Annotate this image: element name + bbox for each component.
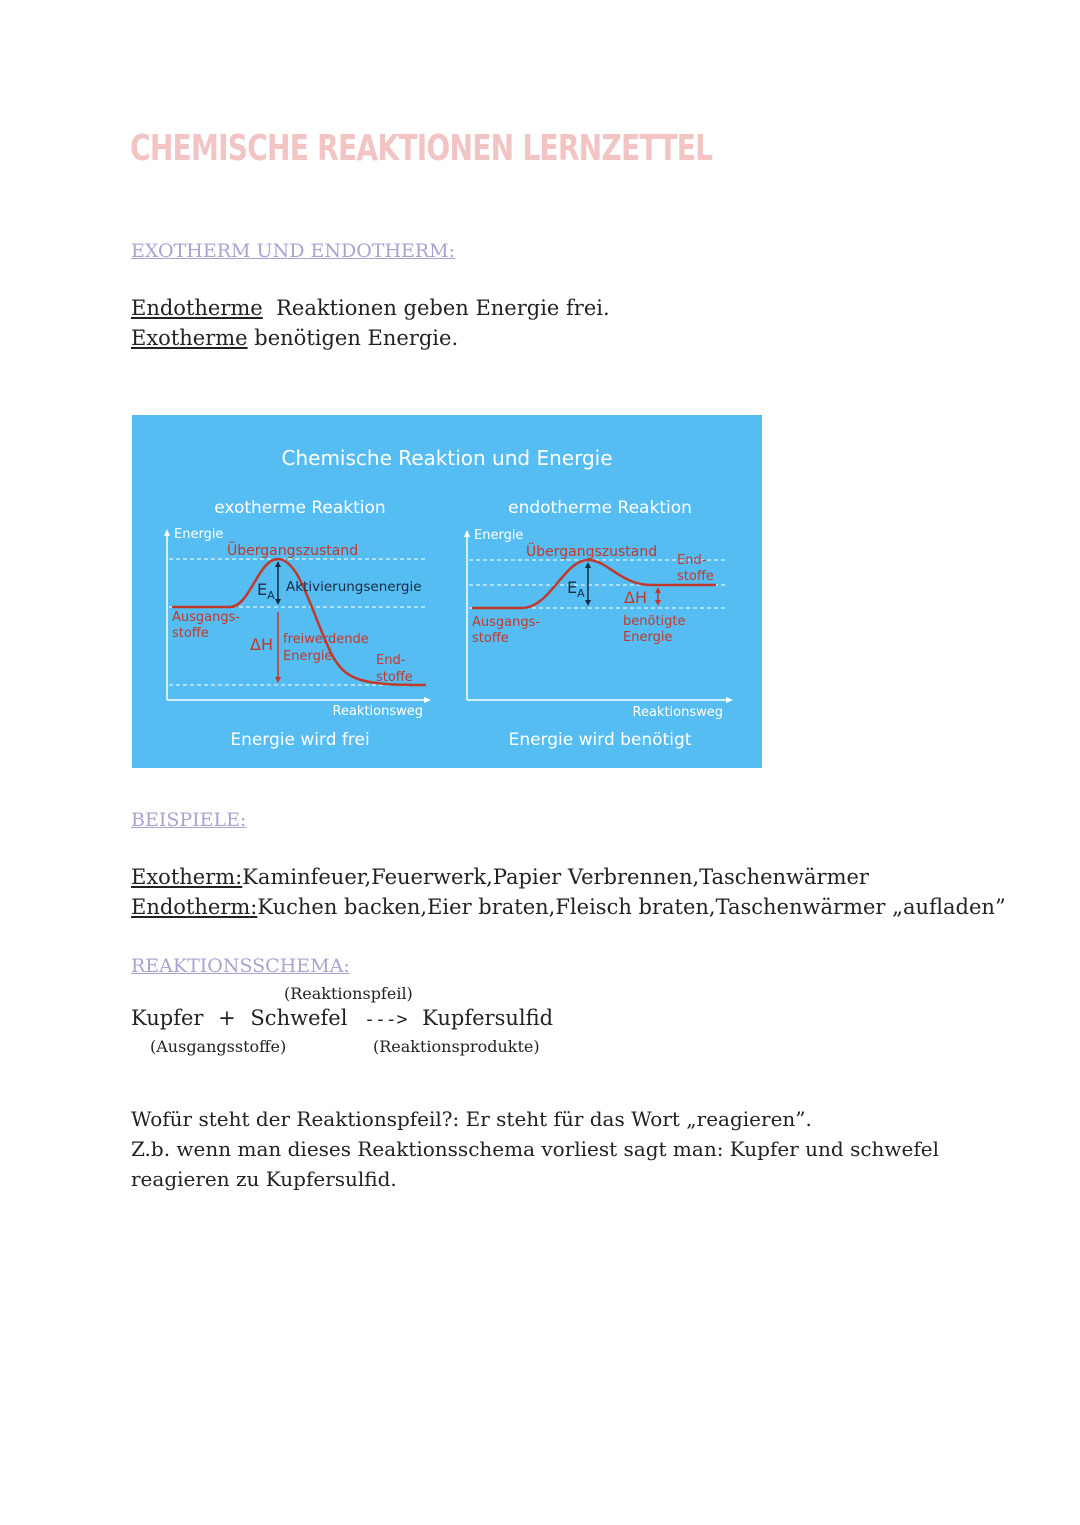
definition-text-1: Reaktionen geben Energie frei.	[276, 296, 610, 320]
exo-heading: exotherme Reaktion	[214, 498, 386, 518]
endo-x-axis-label: Reaktionsweg	[632, 705, 723, 720]
exo-ea-main: E	[257, 580, 268, 599]
energy-diagram-svg	[132, 415, 762, 768]
exo-x-axis-label: Reaktionsweg	[332, 704, 423, 719]
exo-caption: Energie wird frei	[230, 730, 370, 750]
endo-start-label-2: stoffe	[472, 631, 509, 646]
exo-start-label-2: stoffe	[172, 626, 209, 641]
diagram-title: Chemische Reaktion und Energie	[281, 446, 613, 470]
endo-transition-label: Übergangszustand	[526, 544, 658, 560]
reaction-scheme-line	[131, 1006, 553, 1030]
endo-end-label-2: stoffe	[677, 569, 714, 584]
exo-end-label-1: End-	[376, 653, 406, 668]
section-heading-examples: BEISPIELE:	[131, 809, 247, 831]
endo-caption: Energie wird benötigt	[508, 730, 692, 750]
endo-start-label-1: Ausgangs-	[472, 615, 541, 630]
example-exotherm-line	[131, 865, 869, 889]
exo-y-axis-label: Energie	[174, 527, 224, 542]
energy-diagram	[132, 415, 762, 768]
reactants-annotation: (Ausgangsstoffe)	[150, 1037, 287, 1056]
example-exotherm-text: Kaminfeuer,Feuerwerk,Papier Verbrennen,Taschenwärmer	[242, 865, 869, 889]
endo-y-axis-label: Energie	[474, 528, 524, 543]
endo-needed-label-2: Energie	[623, 630, 673, 645]
example-endotherm-line	[131, 895, 1006, 919]
definition-line-1	[131, 296, 610, 320]
exo-released-label-2: Energie	[283, 649, 333, 664]
endo-end-label-1: End-	[677, 553, 707, 568]
endo-dh-label: ΔH	[624, 588, 647, 607]
endo-ea-sub: A	[577, 587, 585, 600]
endo-needed-label-1: benötigte	[623, 614, 686, 629]
example-endotherm-text: Kuchen backen,Eier braten,Fleisch braten,Taschenwärmer „aufladen”	[257, 895, 1006, 919]
section-heading-exo-endo: EXOTHERM UND ENDOTHERM:	[131, 240, 456, 262]
explanation-line-3: reagieren zu Kupfersulfid.	[131, 1167, 397, 1191]
reaction-arrow: --->	[364, 1009, 408, 1030]
section-heading-scheme: REAKTIONSSCHEMA:	[131, 955, 350, 977]
arrow-annotation: (Reaktionspfeil)	[284, 984, 413, 1003]
exo-end-label-2: stoffe	[376, 670, 413, 685]
page-title: CHEMISCHE REAKTIONEN LERNZETTEL	[130, 128, 713, 169]
explanation-line-2: Z.b. wenn man dieses Reaktionsschema vorliest sagt man: Kupfer und schwefel	[131, 1137, 939, 1161]
definition-text-2: benötigen Energie.	[254, 326, 459, 350]
exo-ea-sub: A	[267, 589, 275, 602]
exo-activation-label: Aktivierungsenergie	[286, 579, 422, 595]
exo-transition-label: Übergangszustand	[227, 543, 359, 559]
products-annotation: (Reaktionsprodukte)	[373, 1037, 540, 1056]
term-endotherme: Endotherme	[131, 296, 263, 320]
term-exotherme: Exotherme	[131, 326, 248, 350]
exo-start-label-1: Ausgangs-	[172, 610, 241, 625]
product-kupfersulfid: Kupfersulfid	[422, 1006, 554, 1030]
exo-dh-label: ΔH	[250, 635, 273, 654]
term-endotherm: Endotherm:	[131, 895, 258, 919]
term-exotherm: Exotherm:	[131, 865, 243, 889]
exo-released-label-1: freiwerdende	[283, 632, 369, 647]
endo-ea-main: E	[567, 578, 578, 597]
plus-sign: +	[218, 1006, 236, 1030]
endo-heading: endotherme Reaktion	[508, 498, 692, 518]
explanation-line-1: Wofür steht der Reaktionspfeil?: Er steht für das Wort „reagieren”.	[131, 1107, 812, 1131]
reactant-schwefel: Schwefel	[250, 1006, 348, 1030]
reactant-kupfer: Kupfer	[131, 1006, 204, 1030]
definition-line-2	[131, 326, 458, 350]
